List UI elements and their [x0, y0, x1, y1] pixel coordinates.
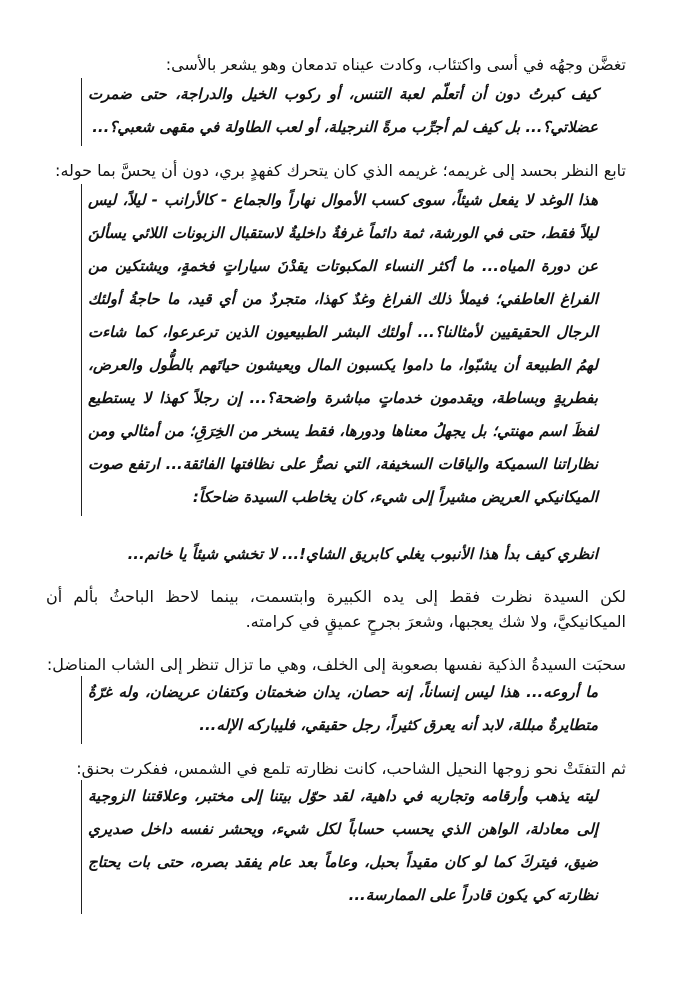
- inner-monologue-quote: ليته يذهب وأرقامه وتجاربه في داهية، لقد حوّل بيتنا إلى مختبر، وعلاقتنا الزوجية إلى معادلة، الواهن الذي يحسب حساباً لكل شيء، ويحشر نفسه داخل صديري ضيق، فيتركَ كما لو كان مقيداً بحبل، وعاماً بعد عام يفقد بصره، حتى بات يحتاج نظارته كي يكون قادراً على الممارسة...: [81, 780, 598, 914]
- inner-monologue-quote: هذا الوغد لا يفعل شيئاً، سوى كسب الأموال نهاراً والجماع - كالأرانب - ليلاً، ليس ليلاً فقط، حتى في الورشة، ثمة دائماً غرفةٌ داخليةٌ لاستقبال الزبونات اللائي يسألنَ عن دورة المياه... ما أكثر النساء المكبوتات يقدْنَ سياراتٍ فخمةٍ، ويشتكين من الفراغ العاطفي؛ فيملأ ذلك الفراغ وغدٌ كهذا، متجردٌ من أي قيد، ما حاجةُ أولئك الرجال الحقيقيين لأمثالنا؟... أولئك البشر الطبيعيون الذين ترعرعوا، كما شاءت لهمُ الطبيعة أن يشبّوا، ما داموا يكسبون المال ويعيشون حياتَهم بالطُّول والعرض، بفطريةٍ وبساطة، ويقدمون خدماتٍ مباشرة واضحة؟... إن رجلاً كهذا لا يستطيع لفظَ اسم مهنتي؛ بل يجهلُ معناها ودورها، فقط يسخر من الخِرَقِ؛ من أمثالي ومن نظاراتنا السميكة والياقات السخيفة، التي نصرُّ على نظافتها الفائقة... ارتفع صوت الميكانيكي العريض مشيراً إلى شيء، كان يخاطب السيدة ضاحكاً:: [81, 184, 598, 516]
- narrative-paragraph: تغضَّن وجهُه في أسى واكتئاب، وكادت عيناه تدمعان وهو يشعر بالأسى:: [165, 55, 626, 74]
- narrative-paragraph: سحبَت السيدةُ الذكية نفسها بصعوبة إلى الخلف، وهي ما تزال تنظر إلى الشاب المناضل:: [46, 655, 626, 674]
- inner-monologue-quote: كيف كبرتُ دون أن أتعلّم لعبة التنس، أو ركوب الخيل والدراجة، حتى ضمرت عضلاتي؟... بل كيف لم أجرِّب مرةً النرجيلة، أو لعب الطاولة في مقهى شعبي؟...: [81, 78, 598, 146]
- narrative-paragraph: تابع النظر بحسد إلى غريمه؛ غريمه الذي كان يتحرك كفهدٍ بري، دون أن يحسَّ بما حوله:: [55, 161, 626, 180]
- narrative-paragraph: ثم التفتَتْ نحو زوجها النحيل الشاحب، كانت نظارته تلمع في الشمس، ففكرت بحنق:: [76, 759, 626, 778]
- dialogue-quote: انظري كيف بدأ هذا الأنبوب يغلي كابريق الشاي!... لا تخشي شيئاً يا خانم...: [127, 545, 598, 563]
- inner-monologue-quote: ما أروعه... هذا ليس إنساناً، إنه حصان، يدان ضخمتان وكتفان عريضان، وله غرّةٌ متطايرةٌ مبللة، لابد أنه يعرق كثيراً، رجل حقيقي، فليباركه الإله...: [81, 676, 598, 744]
- narrative-paragraph: لكن السيدة نظرت فقط إلى يده الكبيرة وابتسمت، بينما لاحظ الباحثُ بألم أن الميكانيكيَّ، ولا شك يعجبها، وشعرَ بجرحٍ عميقٍ في كرامته.: [46, 587, 626, 631]
